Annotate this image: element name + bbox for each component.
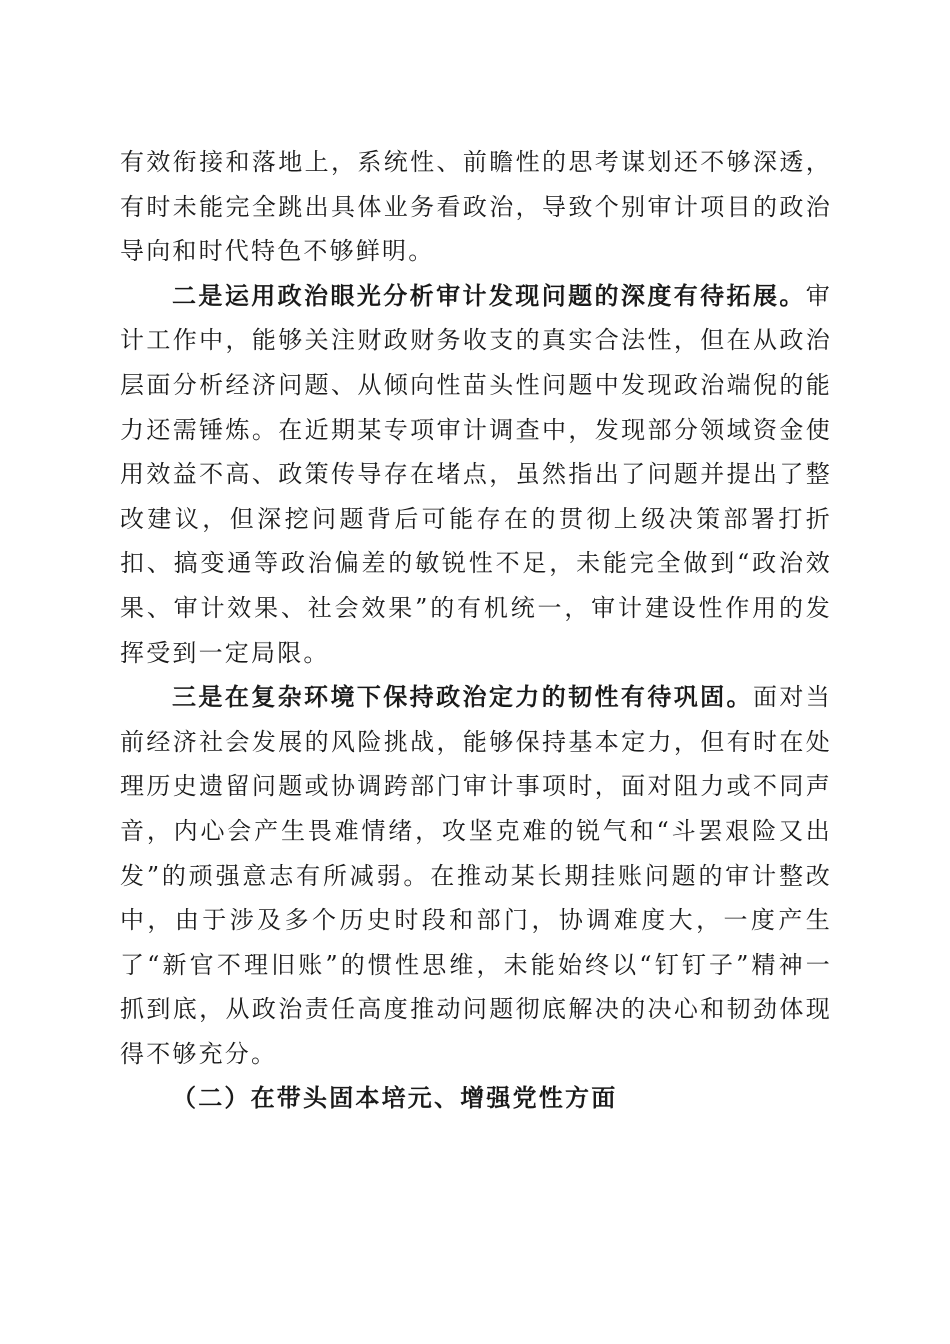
paragraph-continuation xyxy=(120,140,832,274)
paragraph-political-insight xyxy=(120,274,832,675)
paragraph-text: 面对当前经济社会发展的风险挑战，能够保持基本定力，但有时在处理历史遗留问题或协调跨部门审计事项时，面对阻力或不同声音，内心会产生畏难情绪，攻坚克难的锐气和“斗罢艰险又出发”的顽强意志有所减弱。在推动某长期挂账问题的审计整改中，由于涉及多个历史时段和部门，协调难度大，一度产生了“新官不理旧账”的惯性思维，未能始终以“钉钉子”精神一抓到底，从政治责任高度推动问题彻底解决的决心和韧劲体现得不够充分。 xyxy=(120,683,832,1068)
paragraph-text: 有效衔接和落地上，系统性、前瞻性的思考谋划还不够深透，有时未能完全跳出具体业务看政治，导致个别审计项目的政治导向和时代特色不够鲜明。 xyxy=(120,148,832,266)
paragraph-lead: 三是在复杂环境下保持政治定力的韧性有待巩固。 xyxy=(172,682,753,712)
paragraph-lead: 二是运用政治眼光分析审计发现问题的深度有待拓展。 xyxy=(172,280,806,310)
paragraph-political-resolve xyxy=(120,675,832,1076)
section-heading: （二）在带头固本培元、增强党性方面 xyxy=(172,1083,618,1113)
document-body xyxy=(120,140,832,1121)
paragraph-text: 审计工作中，能够关注财政财务收支的真实合法性，但在从政治层面分析经济问题、从倾向性苗头性问题中发现政治端倪的能力还需锤炼。在近期某专项审计调查中，发现部分领域资金使用效益不高、政策传导存在堵点，虽然指出了问题并提出了整改建议，但深挖问题背后可能存在的贯彻上级决策部署打折扣、搞变通等政治偏差的敏锐性不足，未能完全做到“政治效果、审计效果、社会效果”的有机统一，审计建设性作用的发挥受到一定局限。 xyxy=(120,281,832,667)
